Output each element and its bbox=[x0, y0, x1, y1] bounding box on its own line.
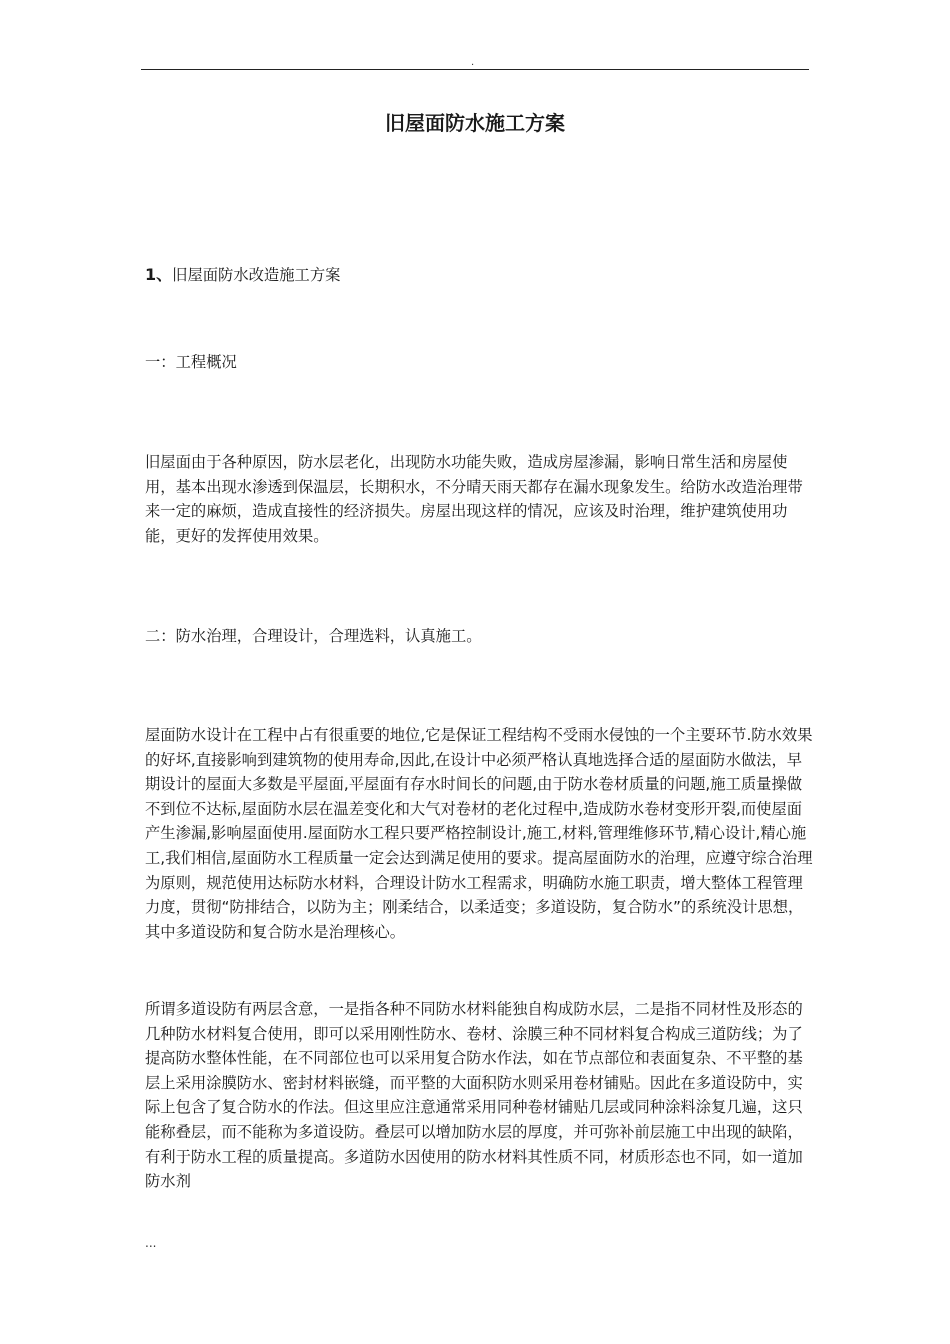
paragraph-design bbox=[145, 723, 815, 944]
document-title: 旧屋面防水施工方案 bbox=[385, 111, 565, 135]
header-rule bbox=[141, 69, 809, 70]
paragraph-text: 屋面防水设计在工程中占有很重要的地位,它是保证工程结构不受雨水侵蚀的一个主要环节.防水效果的好坏,直接影响到建筑物的使用寿命,因此,在设计中必须严格认真地选择合适的屋面防水做法，早期设计的屋面大多数是平屋面,平屋面有存水时间长的问题,由于防水卷材质量的问题,施工质量操做不到位不达标,屋面防水层在温差变化和大气对卷材的老化过程中,造成防水卷材变形开裂,而使屋面产生渗漏,影响屋面使用.屋面防水工程只要严格控制设计,施工,材料,管理维修环节,精心设计,精心施工,我们相信,屋面防水工程质量一定会达到满足使用的要求。提高屋面防水的治理，应遵守综合治理为原则，规范使用达标防水材料，合理设计防水工程需求，明确防水施工职责，增大整体工程管理力度，贯彻“防排结合，以防为主；刚柔结合，以柔适变；多道设防，复合防水”的系统没计思想，其中多道设防和复合防水是治理核心。 bbox=[145, 726, 813, 941]
paragraph-text: 旧屋面由于各种原因，防水层老化，出现防水功能失败，造成房屋渗漏，影响日常生活和房屋使用，基本出现水渗透到保温层，长期积水，不分晴天雨天都存在漏水现象发生。给防水改造治理带来一定的麻烦，造成直接性的经济损失。房屋出现这样的情况，应该及时治理，维护建筑使用功能，更好的发挥使用效果。 bbox=[145, 453, 803, 545]
header-dot: . bbox=[471, 57, 475, 68]
subheading-overview: 一：工程概况 bbox=[145, 353, 237, 371]
subheading-treatment: 二：防水治理，合理设计，合理选料，认真施工。 bbox=[145, 627, 482, 645]
section-heading-1 bbox=[145, 263, 815, 288]
paragraph-text: 所谓多道设防有两层含意，一是指各种不同防水材料能独自构成防水层，二是指不同材性及形态的几种防水材料复合使用，即可以采用刚性防水、卷材、涂膜三种不同材料复合构成三道防线；为了提高防水整体性能，在不同部位也可以采用复合防水作法，如在节点部位和表面复杂、不平整的基层上采用涂膜防水、密封材料嵌缝，而平整的大面积防水则采用卷材铺贴。因此在多道设防中，实际上包含了复合防水的作法。但这里应注意通常采用同种卷材铺贴几层或同种涂料涂复几遍，这只能称叠层，而不能称为多道设防。叠层可以增加防水层的厚度，并可弥补前层施工中出现的缺陷，有利于防水工程的质量提高。多道防水因使用的防水材料其性质不同，材质形态也不同，如一道加防水剂 bbox=[145, 1000, 803, 1191]
footer-ellipsis: ... bbox=[145, 1236, 157, 1250]
paragraph-overview bbox=[145, 450, 815, 548]
section-number: 1、 bbox=[145, 265, 173, 284]
paragraph-multi-layer bbox=[145, 997, 815, 1194]
section-title: 旧屋面防水改造施工方案 bbox=[172, 266, 341, 284]
